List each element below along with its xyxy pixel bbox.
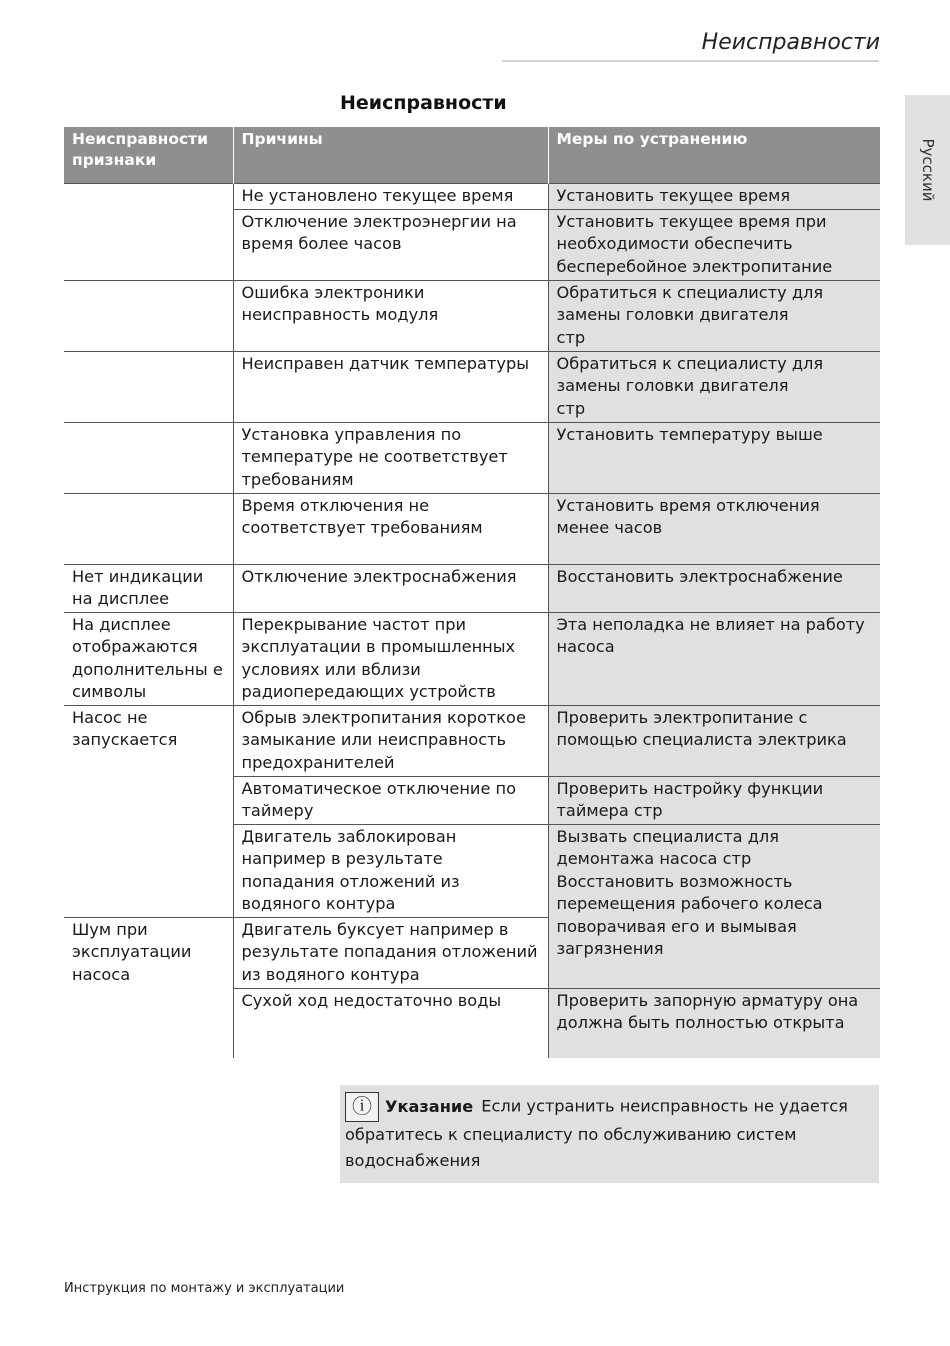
cause-cell: Неисправен датчик температуры (233, 351, 548, 422)
table-row (64, 493, 880, 564)
language-tab (905, 95, 950, 245)
symptom-cell (64, 280, 233, 351)
remedy-cell: Установить температуру выше (548, 422, 880, 493)
running-head-rule (502, 60, 879, 62)
footer-text: Инструкция по монтажу и эксплуатации (64, 1281, 345, 1296)
symptom-cell: Нет индикации на дисплее (64, 564, 233, 612)
cause-cell: Перекрывание частот при эксплуатации в промышленных условиях или вблизи радиопередающих устройств (233, 612, 548, 705)
remedy-cell: Эта неполадка не влияет на работу насоса (548, 612, 880, 705)
remedy-cell: Обратиться к специалисту для замены головки двигателя стр (548, 351, 880, 422)
table-row (64, 422, 880, 493)
cause-cell: Отключение электроэнергии на время более часов (233, 209, 548, 280)
remedy-cell: Восстановить электроснабжение (548, 564, 880, 612)
symptom-cell: Шум при эксплуатации насоса (64, 917, 233, 1058)
cause-cell: Не установлено текущее время (233, 183, 548, 209)
remedy-cell: Проверить настройку функции таймера стр (548, 776, 880, 824)
note-box (340, 1085, 879, 1183)
symptom-cell: На дисплее отображаются дополнительны е символы (64, 612, 233, 705)
cause-cell: Ошибка электроники неисправность модуля (233, 280, 548, 351)
remedy-cell: Проверить электропитание с помощью специалиста электрика (548, 705, 880, 776)
symptom-cell (64, 351, 233, 422)
header-symptoms: Неисправности признаки (64, 127, 233, 183)
cause-cell: Автоматическое отключение по таймеру (233, 776, 548, 824)
cause-cell: Двигатель заблокирован например в результате попадания отложений из водяного контура (233, 824, 548, 917)
cause-cell: Установка управления по температуре не соответствует требованиям (233, 422, 548, 493)
symptom-cell (64, 422, 233, 493)
cause-cell: Сухой ход недостаточно воды (233, 988, 548, 1058)
remedy-cell: Установить текущее время при необходимости обеспечить бесперебойное электропитание (548, 209, 880, 280)
note-label: Указание (385, 1096, 474, 1116)
language-tab-label: Русский (918, 138, 937, 202)
table-row (64, 564, 880, 612)
table-header-row (64, 127, 880, 183)
cause-cell: Двигатель буксует например в результате попадания отложений из водяного контура (233, 917, 548, 988)
table-row (64, 280, 880, 351)
cause-cell: Отключение электроснабжения (233, 564, 548, 612)
header-causes: Причины (233, 127, 548, 183)
header-remedies: Меры по устранению (548, 127, 880, 183)
running-head: Неисправности (701, 30, 880, 55)
section-title: Неисправности (340, 92, 507, 114)
symptom-cell (64, 183, 233, 280)
table-row (64, 183, 880, 209)
remedy-cell: Обратиться к специалисту для замены головки двигателя стр (548, 280, 880, 351)
remedy-cell: Вызвать специалиста для демонтажа насоса стр Восстановить возможность перемещения рабочего колеса поворачивая его и вымывая загрязнения (548, 824, 880, 988)
cause-cell: Время отключения не соответствует требованиям (233, 493, 548, 564)
table-row (64, 612, 880, 705)
info-icon: ⓘ (345, 1092, 379, 1122)
remedy-cell: Установить текущее время (548, 183, 880, 209)
cause-cell: Обрыв электропитания короткое замыкание или неисправность предохранителей (233, 705, 548, 776)
troubleshooting-table (64, 127, 880, 1058)
table-row (64, 705, 880, 776)
table-row (64, 351, 880, 422)
symptom-cell (64, 493, 233, 564)
remedy-cell: Установить время отключения менее часов (548, 493, 880, 564)
symptom-cell: Насос не запускается (64, 705, 233, 917)
note-text: Если устранить неисправность не удается обратитесь к специалисту по обслуживанию систем водоснабжения (345, 1096, 848, 1170)
remedy-cell: Проверить запорную арматуру она должна быть полностью открыта (548, 988, 880, 1058)
